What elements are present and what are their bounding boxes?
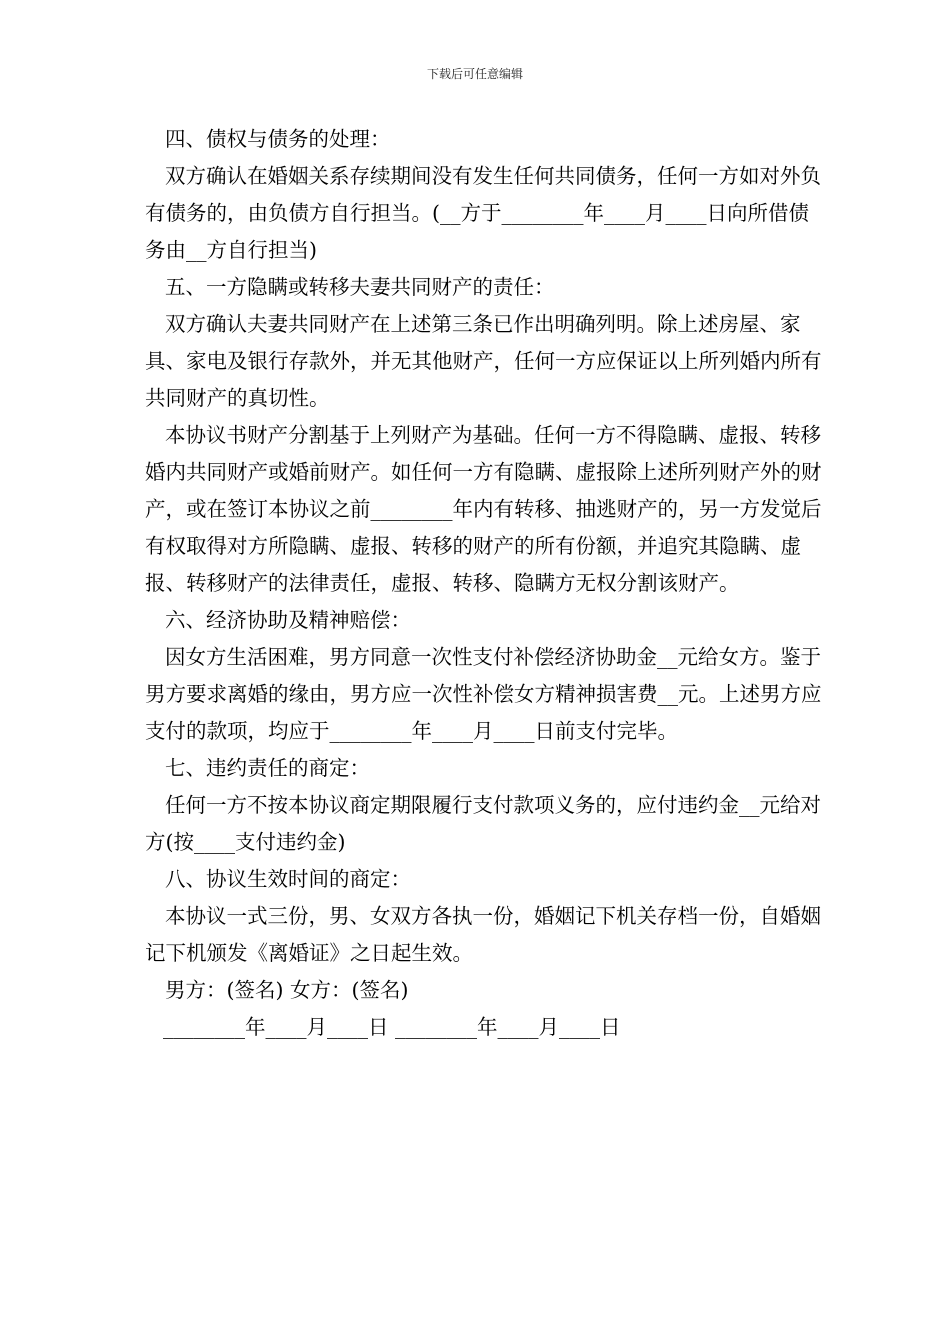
paragraph-effective: 本协议一式三份，男、女双方各执一份，婚姻记下机关存档一份，自婚姻记下机颁发《离婚证》之日起生效。 — [145, 904, 821, 965]
document-body — [145, 121, 825, 1046]
section-heading-effective: 八、协议生效时间的商定： — [165, 867, 411, 891]
paragraph-compensation: 因女方生活困难，男方同意一次性支付补偿经济协助金__元给女方。鉴于男方要求离婚的缘由，男方应一次性补偿女方精神损害费__元。上述男方应支付的款项，均应于________年____月____日前支付完毕。 — [145, 645, 822, 743]
section-heading-breach: 七、违约责任的商定： — [165, 756, 370, 780]
paragraph-joint-property: 双方确认夫妻共同财产在上述第三条已作出明确列明。除上述房屋、家具、家电及银行存款外，并无其他财产，任何一方应保证以上所列婚内所有共同财产的真切性。 — [145, 312, 822, 410]
paragraph-breach: 任何一方不按本协议商定期限履行支付款项义务的，应付违约金__元给对方(按____支付违约金) — [145, 793, 821, 854]
date-line: ________年____月____日 ________年____月____日 — [163, 1015, 621, 1039]
section-heading-concealment: 五、一方隐瞒或转移夫妻共同财产的责任： — [165, 275, 555, 299]
section-heading-compensation: 六、经济协助及精神赔偿： — [165, 608, 411, 632]
section-heading-debts: 四、债权与债务的处理： — [165, 127, 391, 151]
page-header: 下载后可任意编辑 — [426, 67, 523, 81]
paragraph-property-division: 本协议书财产分割基于上列财产为基础。任何一方不得隐瞒、虚报、转移婚内共同财产或婚前财产。如任何一方有隐瞒、虚报除上述所列财产外的财产，或在签订本协议之前________年内有转移、抽逃财产的，另一方发觉后有权取得对方所隐瞒、虚报、转移的财产的所有份额，并追究其隐瞒、虚报、转移财产的法律责任，虚报、转移、隐瞒方无权分割该财产。 — [145, 423, 822, 595]
signature-line: 男方：(签名) 女方：(签名) — [165, 978, 409, 1002]
paragraph-debts: 双方确认在婚姻关系存续期间没有发生任何共同债务，任何一方如对外负有债务的，由负债方自行担当。(__方于________年____月____日向所借债务由__方自行担当) — [145, 164, 821, 262]
